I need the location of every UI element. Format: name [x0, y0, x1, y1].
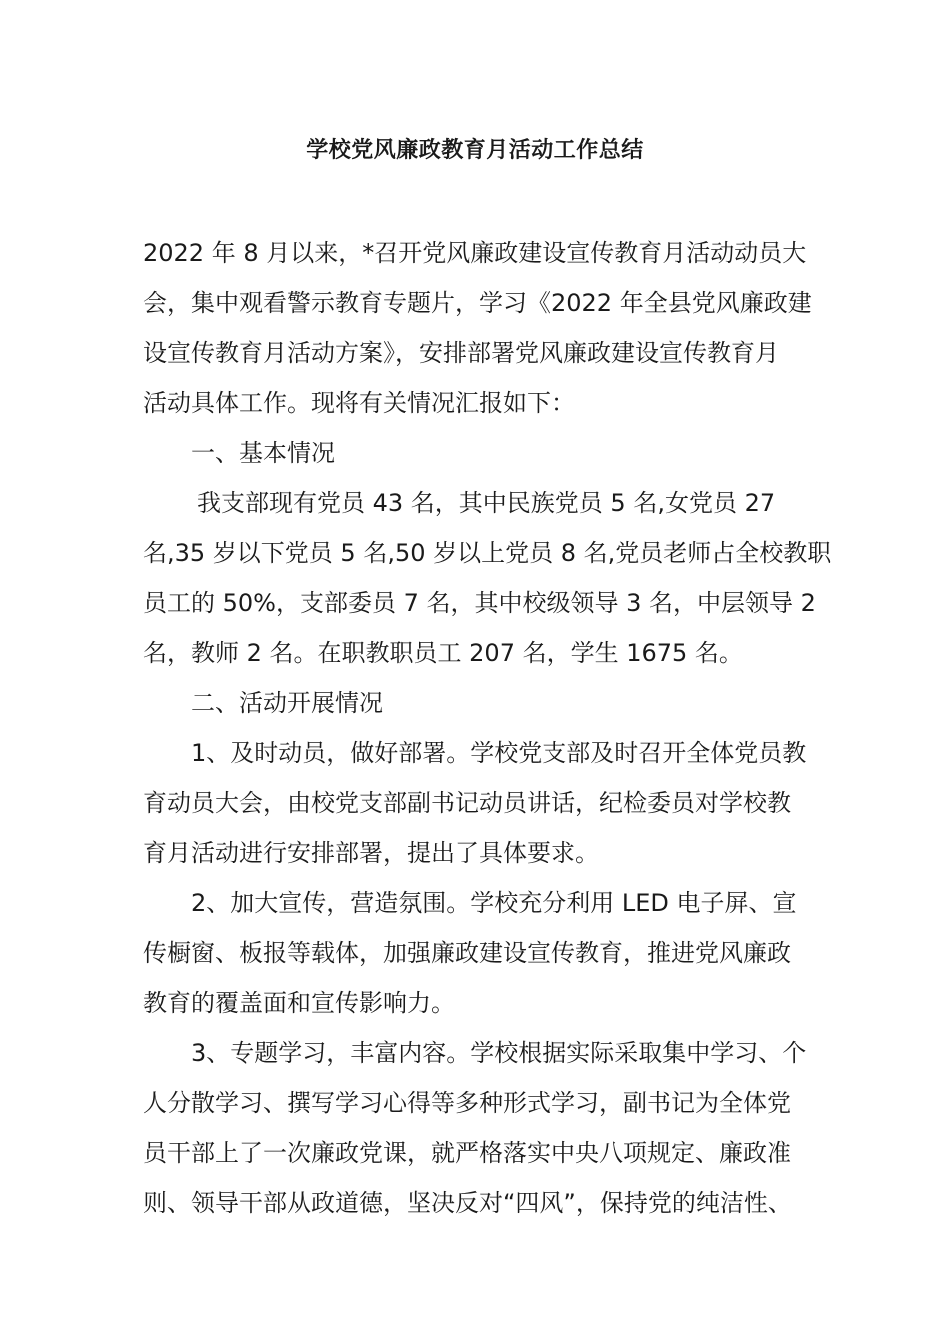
paragraph-line: 传橱窗、板报等载体，加强廉政建设宣传教育，推进党风廉政: [143, 939, 791, 967]
paragraph-line: 教育的覆盖面和宣传影响力。: [143, 989, 455, 1017]
document-body: [143, 228, 832, 1228]
paragraph-line: 育月活动进行安排部署，提出了具体要求。: [143, 839, 599, 867]
document-title: 学校党风廉政教育月活动工作总结: [306, 138, 644, 163]
paragraph-line: 员工的 50%，支部委员 7 名，其中校级领导 3 名，中层领导 2: [143, 589, 816, 617]
paragraph-line: 2022 年 8 月以来，*召开党风廉政建设宣传教育月活动动员大: [143, 239, 807, 267]
paragraph-line: 活动具体工作。现将有关情况汇报如下：: [143, 389, 575, 417]
paragraph-line: 员干部上了一次廉政党课，就严格落实中央八项规定、廉政准: [143, 1139, 791, 1167]
paragraph-line: 育动员大会，由校党支部副书记动员讲话，纪检委员对学校教: [143, 789, 791, 817]
paragraph-line: 人分散学习、撰写学习心得等多种形式学习，副书记为全体党: [143, 1089, 791, 1117]
paragraph-line: 2、加大宣传，营造氛围。学校充分利用 LED 电子屏、宣: [191, 889, 797, 917]
paragraph-line: 1、及时动员，做好部署。学校党支部及时召开全体党员教: [191, 739, 807, 767]
section-heading: 一、基本情况: [191, 439, 335, 467]
paragraph-line: 会，集中观看警示教育专题片，学习《2022 年全县党风廉政建: [143, 289, 812, 317]
paragraph-line: 3、专题学习，丰富内容。学校根据实际采取集中学习、个: [191, 1039, 807, 1067]
paragraph-line: 设宣传教育月活动方案》，安排部署党风廉政建设宣传教育月: [143, 339, 779, 367]
section-heading: 二、活动开展情况: [191, 689, 383, 717]
paragraph-line: 则、领导干部从政道德，坚决反对“四风”，保持党的纯洁性、: [143, 1189, 792, 1217]
paragraph-line: 名，教师 2 名。在职教职员工 207 名，学生 1675 名。: [143, 639, 743, 667]
paragraph-line: 名,35 岁以下党员 5 名,50 岁以上党员 8 名,党员老师占全校教职: [143, 539, 832, 567]
paragraph-line: 我支部现有党员 43 名，其中民族党员 5 名,女党员 27: [197, 489, 776, 517]
